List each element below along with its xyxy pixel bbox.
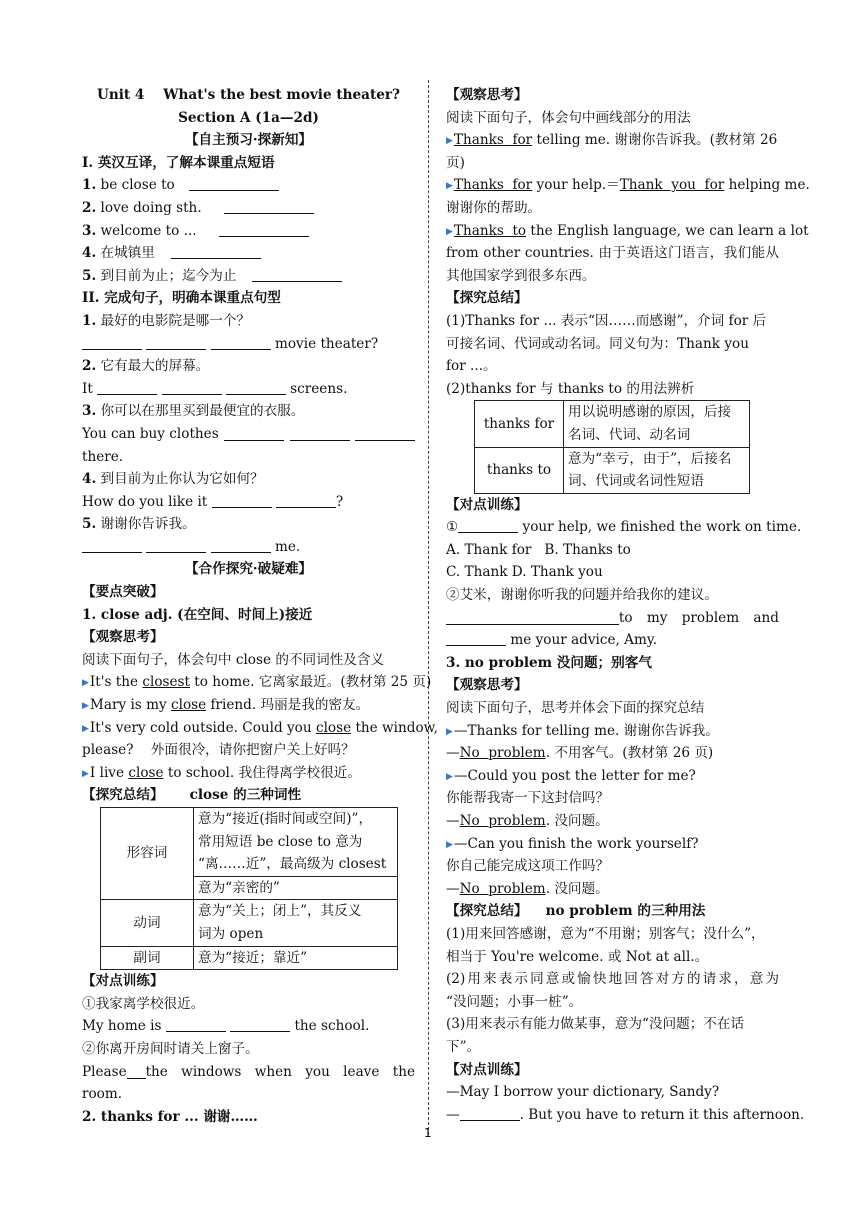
practice-q1-options-1: A. Thank for B. Thanks to <box>446 541 631 558</box>
sentence-4-cn: 4. 到目前为止你认为它如何？ <box>82 471 264 488</box>
summary-line-3: for ...。 <box>446 358 497 375</box>
practice-q1-options-2: C. Thank D. Thank you <box>446 564 603 581</box>
page-number: 1 <box>424 1126 432 1140</box>
dialog-1-a: —No problem. 不用客气。(教材第 26 页) <box>446 745 714 762</box>
practice-2-cn: ②你离开房间时请关上窗子。 <box>82 1040 259 1057</box>
thanks-example-3-cont: from other countries. 由于英语这门语言，我们能从 <box>446 245 779 262</box>
sentence-4-en: How do you like it ? <box>82 493 344 510</box>
answer-blank[interactable] <box>171 244 261 259</box>
answer-blank[interactable] <box>252 267 342 282</box>
preview-heading: 【自主预习·探新知】 <box>184 132 313 149</box>
answer-blank[interactable] <box>219 222 309 237</box>
triangle-bullet-icon: ▶ <box>446 226 453 237</box>
triangle-bullet-icon: ▶ <box>446 839 453 850</box>
practice-1-en: My home is the school. <box>82 1018 370 1035</box>
table-cell-adj-2: 意为“亲密的” <box>194 876 398 900</box>
section-title: Section A (1a—2d) <box>178 109 319 126</box>
key-points-heading: 【要点突破】 <box>82 584 164 601</box>
phrase-item-2: 2. love doing sth. <box>82 197 415 220</box>
practice-heading-2: 【对点训练】 <box>446 1061 528 1078</box>
usage-2: (2)用来表示同意或愉快地回答对方的请求，意为 <box>446 971 779 988</box>
keypoint-2-title: 2. thanks for ... 谢谢…… <box>82 1108 258 1125</box>
table-cell-thanks-to: thanks to <box>475 447 564 493</box>
part1-title: I. 英汉互译，了解本课重点短语 <box>82 154 275 171</box>
unit-title: Unit 4 What's the best movie theater? <box>96 87 401 103</box>
thanks-example-1-cont: 页) <box>446 154 465 171</box>
thanks-example-2-cont: 谢谢你的帮助。 <box>446 199 542 216</box>
coop-heading: 【合作探究·破疑难】 <box>184 561 313 578</box>
observe-instruction-2: 阅读下面句子，思考并体会下面的探究总结 <box>446 700 705 717</box>
sentence-3-cn: 3. 你可以在那里买到最便宜的衣服。 <box>82 403 305 420</box>
dialog-2-a: —No problem. 没问题。 <box>446 813 609 829</box>
table-cell-thanks-for: thanks for <box>475 401 564 447</box>
sentence-1-en: movie theater? <box>82 333 415 356</box>
keypoint-1-title: 1. close adj. (在空间、时间上)接近 <box>82 606 313 623</box>
table-cell-thanks-to-desc: 意为“幸亏，由于”，后接名 词、代词或名词性短语 <box>564 447 750 493</box>
practice-q2-en: to my problem and <box>446 607 779 630</box>
practice-q2-cn: ②艾米，谢谢你听我的问题并给我你的建议。 <box>446 587 718 604</box>
dialog-3-q: ▶—Can you finish the work yourself? <box>446 835 699 852</box>
summary-heading: 【探究总结】 close 的三种词性 <box>82 787 302 804</box>
usage-3: (3)用来表示有能力做某事，意为“没问题；不在话 <box>446 1016 745 1033</box>
sentence-3-en: You can buy clothes <box>82 423 415 446</box>
table-cell-verb-desc: 意为“关上；闭上”，其反义 词为 open <box>194 900 398 946</box>
thanks-example-3: ▶Thanks to the English language, we can learn a lot <box>446 222 809 239</box>
triangle-bullet-icon: ▶ <box>446 726 453 737</box>
observe-heading: 【观察思考】 <box>82 629 164 646</box>
triangle-bullet-icon: ▶ <box>446 136 453 147</box>
summary-line-4: (2)thanks for 与 thanks to 的用法辨析 <box>446 380 695 397</box>
dialog-3-cn: 你自己能完成这项工作吗？ <box>446 858 610 875</box>
practice-2-en-cont: room. <box>82 1086 123 1103</box>
table-cell-adj-1: 意为“接近(指时间或空间)”， 常用短语 be close to 意为 “离……近”，最高级为 closest <box>194 808 398 877</box>
right-column <box>446 84 810 1126</box>
table-cell-adv-desc: 意为“接近；靠近” <box>194 946 398 970</box>
dialog-1-q: ▶—Thanks for telling me. 谢谢你告诉我。 <box>446 722 719 739</box>
sentence-1-cn: 1. 最好的电影院是哪一个？ <box>82 312 251 329</box>
column-divider <box>428 80 429 1135</box>
table-cell-thanks-for-desc: 用以说明感谢的原因，后接 名词、代词、动名词 <box>564 401 750 447</box>
table-cell-adv: 副词 <box>101 946 194 970</box>
thanks-example-2: ▶Thanks for your help.＝Thank you for helping me. <box>446 177 810 194</box>
phrase-item-4: 4. 在城镇里 <box>82 242 415 265</box>
final-a: — . But you have to return it this afternoon. <box>446 1106 805 1123</box>
example-3: ▶It's very cold outside. Could you close the window, <box>82 719 438 736</box>
dialog-2-cn: 你能帮我寄一下这封信吗？ <box>446 790 610 807</box>
observe-heading-2: 【观察思考】 <box>446 677 528 694</box>
keypoint-3-title: 3. no problem 没问题；别客气 <box>446 654 652 671</box>
usage-3-cont: 下”。 <box>446 1038 481 1055</box>
observe-heading: 【观察思考】 <box>446 87 528 103</box>
answer-blank[interactable] <box>224 199 314 214</box>
phrase-item-3: 3. welcome to ... <box>82 220 415 243</box>
part2-title: II. 完成句子，明确本课重点句型 <box>82 290 281 307</box>
sentence-3-en-cont: there. <box>82 448 124 465</box>
practice-q2-en-cont: me your advice, Amy. <box>446 629 779 652</box>
triangle-bullet-icon: ▶ <box>82 723 89 734</box>
example-3-cont: please? 外面很冷，请你把窗户关上好吗？ <box>82 742 355 759</box>
final-q: —May I borrow your dictionary, Sandy? <box>446 1084 720 1101</box>
practice-heading: 【对点训练】 <box>82 973 164 990</box>
triangle-bullet-icon: ▶ <box>446 771 453 782</box>
phrase-item-1: 1. be close to <box>82 174 415 197</box>
example-2: ▶Mary is my close friend. 玛丽是我的密友。 <box>82 697 370 714</box>
summary-line-1: (1)Thanks for ... 表示“因……而感谢”，介词 for 后 <box>446 312 767 329</box>
usage-2-cont: “没问题；小事一桩”。 <box>446 993 583 1010</box>
sentence-5-en: me. <box>82 536 415 559</box>
example-4: ▶I live close to school. 我住得离学校很近。 <box>82 764 361 781</box>
dialog-3-a: —No problem. 没问题。 <box>446 880 609 897</box>
summary-line-2: 可接名词、代词或动名词。同义句为：Thank you <box>446 335 749 352</box>
practice-2-en: Please the windows when you leave the <box>82 1063 415 1080</box>
triangle-bullet-icon: ▶ <box>82 701 89 712</box>
triangle-bullet-icon: ▶ <box>446 181 453 192</box>
practice-q1: ① your help, we finished the work on time. <box>446 519 802 536</box>
summary-heading: 【探究总结】 <box>446 290 528 307</box>
left-column <box>82 84 438 1128</box>
observe-instruction: 阅读下面句子，体会句中 close 的不同词性及含义 <box>82 651 385 668</box>
usage-1-cont: 相当于 You're welcome. 或 Not at all.。 <box>446 948 709 965</box>
thanks-example-3-cont2: 其他国家学到很多东西。 <box>446 267 596 284</box>
close-usage-table <box>100 807 398 970</box>
sentence-5-cn: 5. 谢谢你告诉我。 <box>82 516 196 533</box>
table-cell-adj: 形容词 <box>101 808 194 900</box>
observe-instruction: 阅读下面句子，体会句中画线部分的用法 <box>446 109 691 126</box>
thanks-example-1: ▶Thanks for telling me. 谢谢你告诉我。(教材第 26 <box>446 132 778 149</box>
thanks-compare-table <box>474 400 750 493</box>
sentence-2-en: It screens. <box>82 380 348 397</box>
summary-heading-2: 【探究总结】 no problem 的三种用法 <box>446 903 706 920</box>
practice-heading: 【对点训练】 <box>446 496 528 513</box>
triangle-bullet-icon: ▶ <box>82 768 89 779</box>
answer-blank[interactable] <box>189 176 279 191</box>
usage-1: (1)用来回答感谢，意为“不用谢；别客气；没什么”， <box>446 925 765 942</box>
triangle-bullet-icon: ▶ <box>82 678 89 689</box>
sentence-2-cn: 2. 它有最大的屏幕。 <box>82 358 210 375</box>
table-cell-verb: 动词 <box>101 900 194 946</box>
practice-1-cn: ①我家离学校很近。 <box>82 995 205 1012</box>
phrase-item-5: 5. 到目前为止；迄今为止 <box>82 265 415 288</box>
dialog-2-q: ▶—Could you post the letter for me? <box>446 767 696 784</box>
example-1: ▶It's the closest to home. 它离家最近。(教材第 25 页) <box>82 674 432 691</box>
